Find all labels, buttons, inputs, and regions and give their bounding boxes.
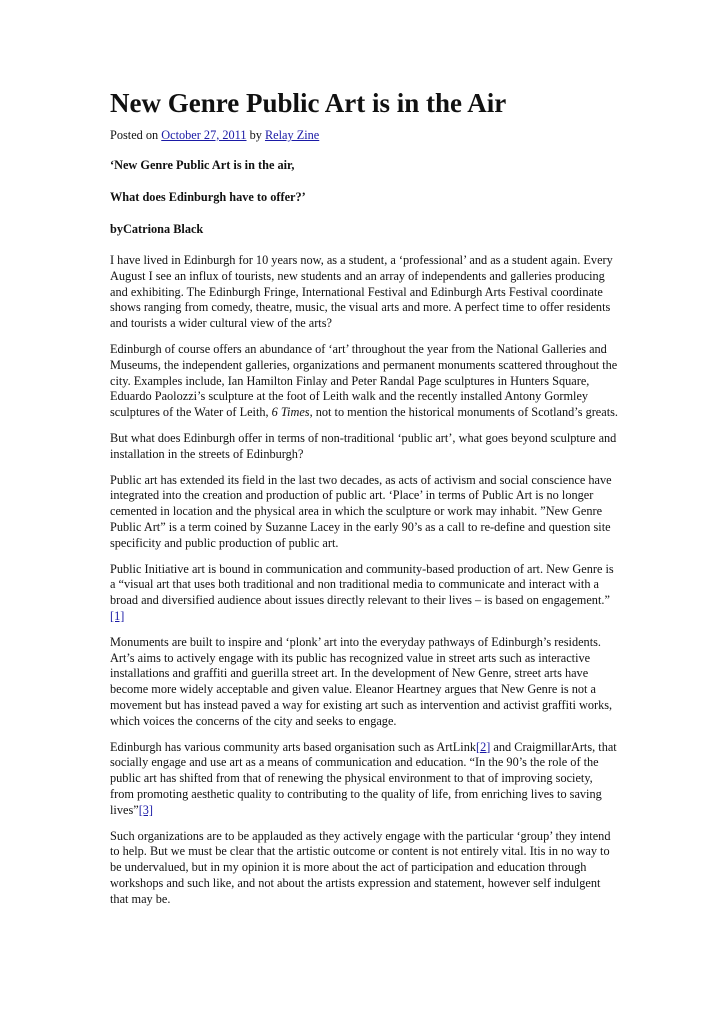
by-label: by [246,128,265,142]
article-title: New Genre Public Art is in the Air [110,88,507,118]
post-meta [110,127,618,143]
paragraph-5-text: Public Initiative art is bound in communication and community-based production of art. New Genre is a “visual art that uses both traditional and non traditional media to communicate and interact with a broad and diversified audience about issues directly relevant to their lives – is based on engagement.” [110,561,614,608]
quote-line-2: What does Edinburgh have to offer?’ [110,190,306,204]
posted-on-label: Posted on [110,128,162,142]
article [110,86,618,917]
paragraph-8: Such organizations are to be applauded as they actively engage with the particular ‘group’ they intend to help. But we must be clear that the artistic outcome or content is not entirely vital. Itis in no way to be undervalued, but in my opinion it is more about the act of participation and education through workshops and such like, and not about the artists expression and statement, however self indulgent that may be. [110,828,611,906]
footnote-link-1[interactable]: [1] [110,608,125,623]
paragraph-7-text-a: Edinburgh has various community arts based organisation such as ArtLink [110,739,477,754]
paragraph-6: Monuments are built to inspire and ‘plonk’ art into the everyday pathways of Edinburgh’s residents. Art’s aims to actively engage with its public has recognized value in street arts such as interactive installations and graffiti and guerilla street art. In the development of New Genre, street arts have become more widely acceptable and given value. Eleanor Heartney argues that New Genre is not a movement but has instead paved a way for existing art such as intervention and activist graffiti works, which voices the concerns of the city and seeks to engage. [110,634,613,728]
footnote-link-2[interactable]: [2] [476,739,491,754]
byline: byCatriona Black [110,222,204,236]
paragraph-5 [110,562,618,625]
paragraph-2-text-a: Edinburgh of course offers an abundance of ‘art’ throughout the year from the National Galleries and Museums, the independent galleries, organizations and permanent monuments scattered throughout the city. Examples include, Ian Hamilton Finlay and Peter Randal Page sculptures in Hunters Square, Eduardo Paolozzi’s sculpture at the foot of Leith walk and the recently installed Antony Gormley sculptures of the Water of Leith, [110,341,618,420]
paragraph-1: I have lived in Edinburgh for 10 years now, as a student, a ‘professional’ and as a student again. Every August I see an influx of tourists, new students and an array of independents and galleries producing and exhibiting. The Edinburgh Fringe, International Festival and Edinburgh Arts Festival coordinate shows ranging from comedy, theatre, music, the visual arts and more. A perfect time to offer residents and tourists a wider cultural view of the arts? [110,253,613,331]
post-date-link[interactable]: October 27, 2011 [161,128,247,142]
paragraph-7-text-b: and CraigmillarArts, that socially engage and use art as a means of communication and education. “In the 90’s the role of the public art has shifted from that of renewing the physical environment to that of improving society, from promoting aesthetic quality to contributing to the quality of life, from enriching lives to saving lives” [110,739,617,817]
paragraph-7 [110,740,618,819]
paragraph-4: Public art has extended its field in the last two decades, as acts of activism and social conscience have integrated into the creation and production of public art. ‘Place’ in terms of Public Art is no longer cemented in location and the physical area in which the sculpture or work may inhabit. ”New Genre Public Art” is a term coined by Suzanne Lacey in the early 90’s as a call to re-define and question site specificity and public production of public art. [110,472,612,550]
quote-line-1: ‘New Genre Public Art is in the air, [110,158,295,172]
footnote-link-3[interactable]: [3] [138,802,154,817]
paragraph-2 [110,342,618,421]
paragraph-3: But what does Edinburgh offer in terms of non-traditional ‘public art’, what goes beyond sculpture and installation in the streets of Edinburgh? [110,430,617,461]
paragraph-2-text-b: not to mention the historical monuments of Scotland’s greats. [312,405,618,420]
paragraph-2-italic: 6 Times, [271,405,313,420]
author-link[interactable]: Relay Zine [264,128,320,142]
